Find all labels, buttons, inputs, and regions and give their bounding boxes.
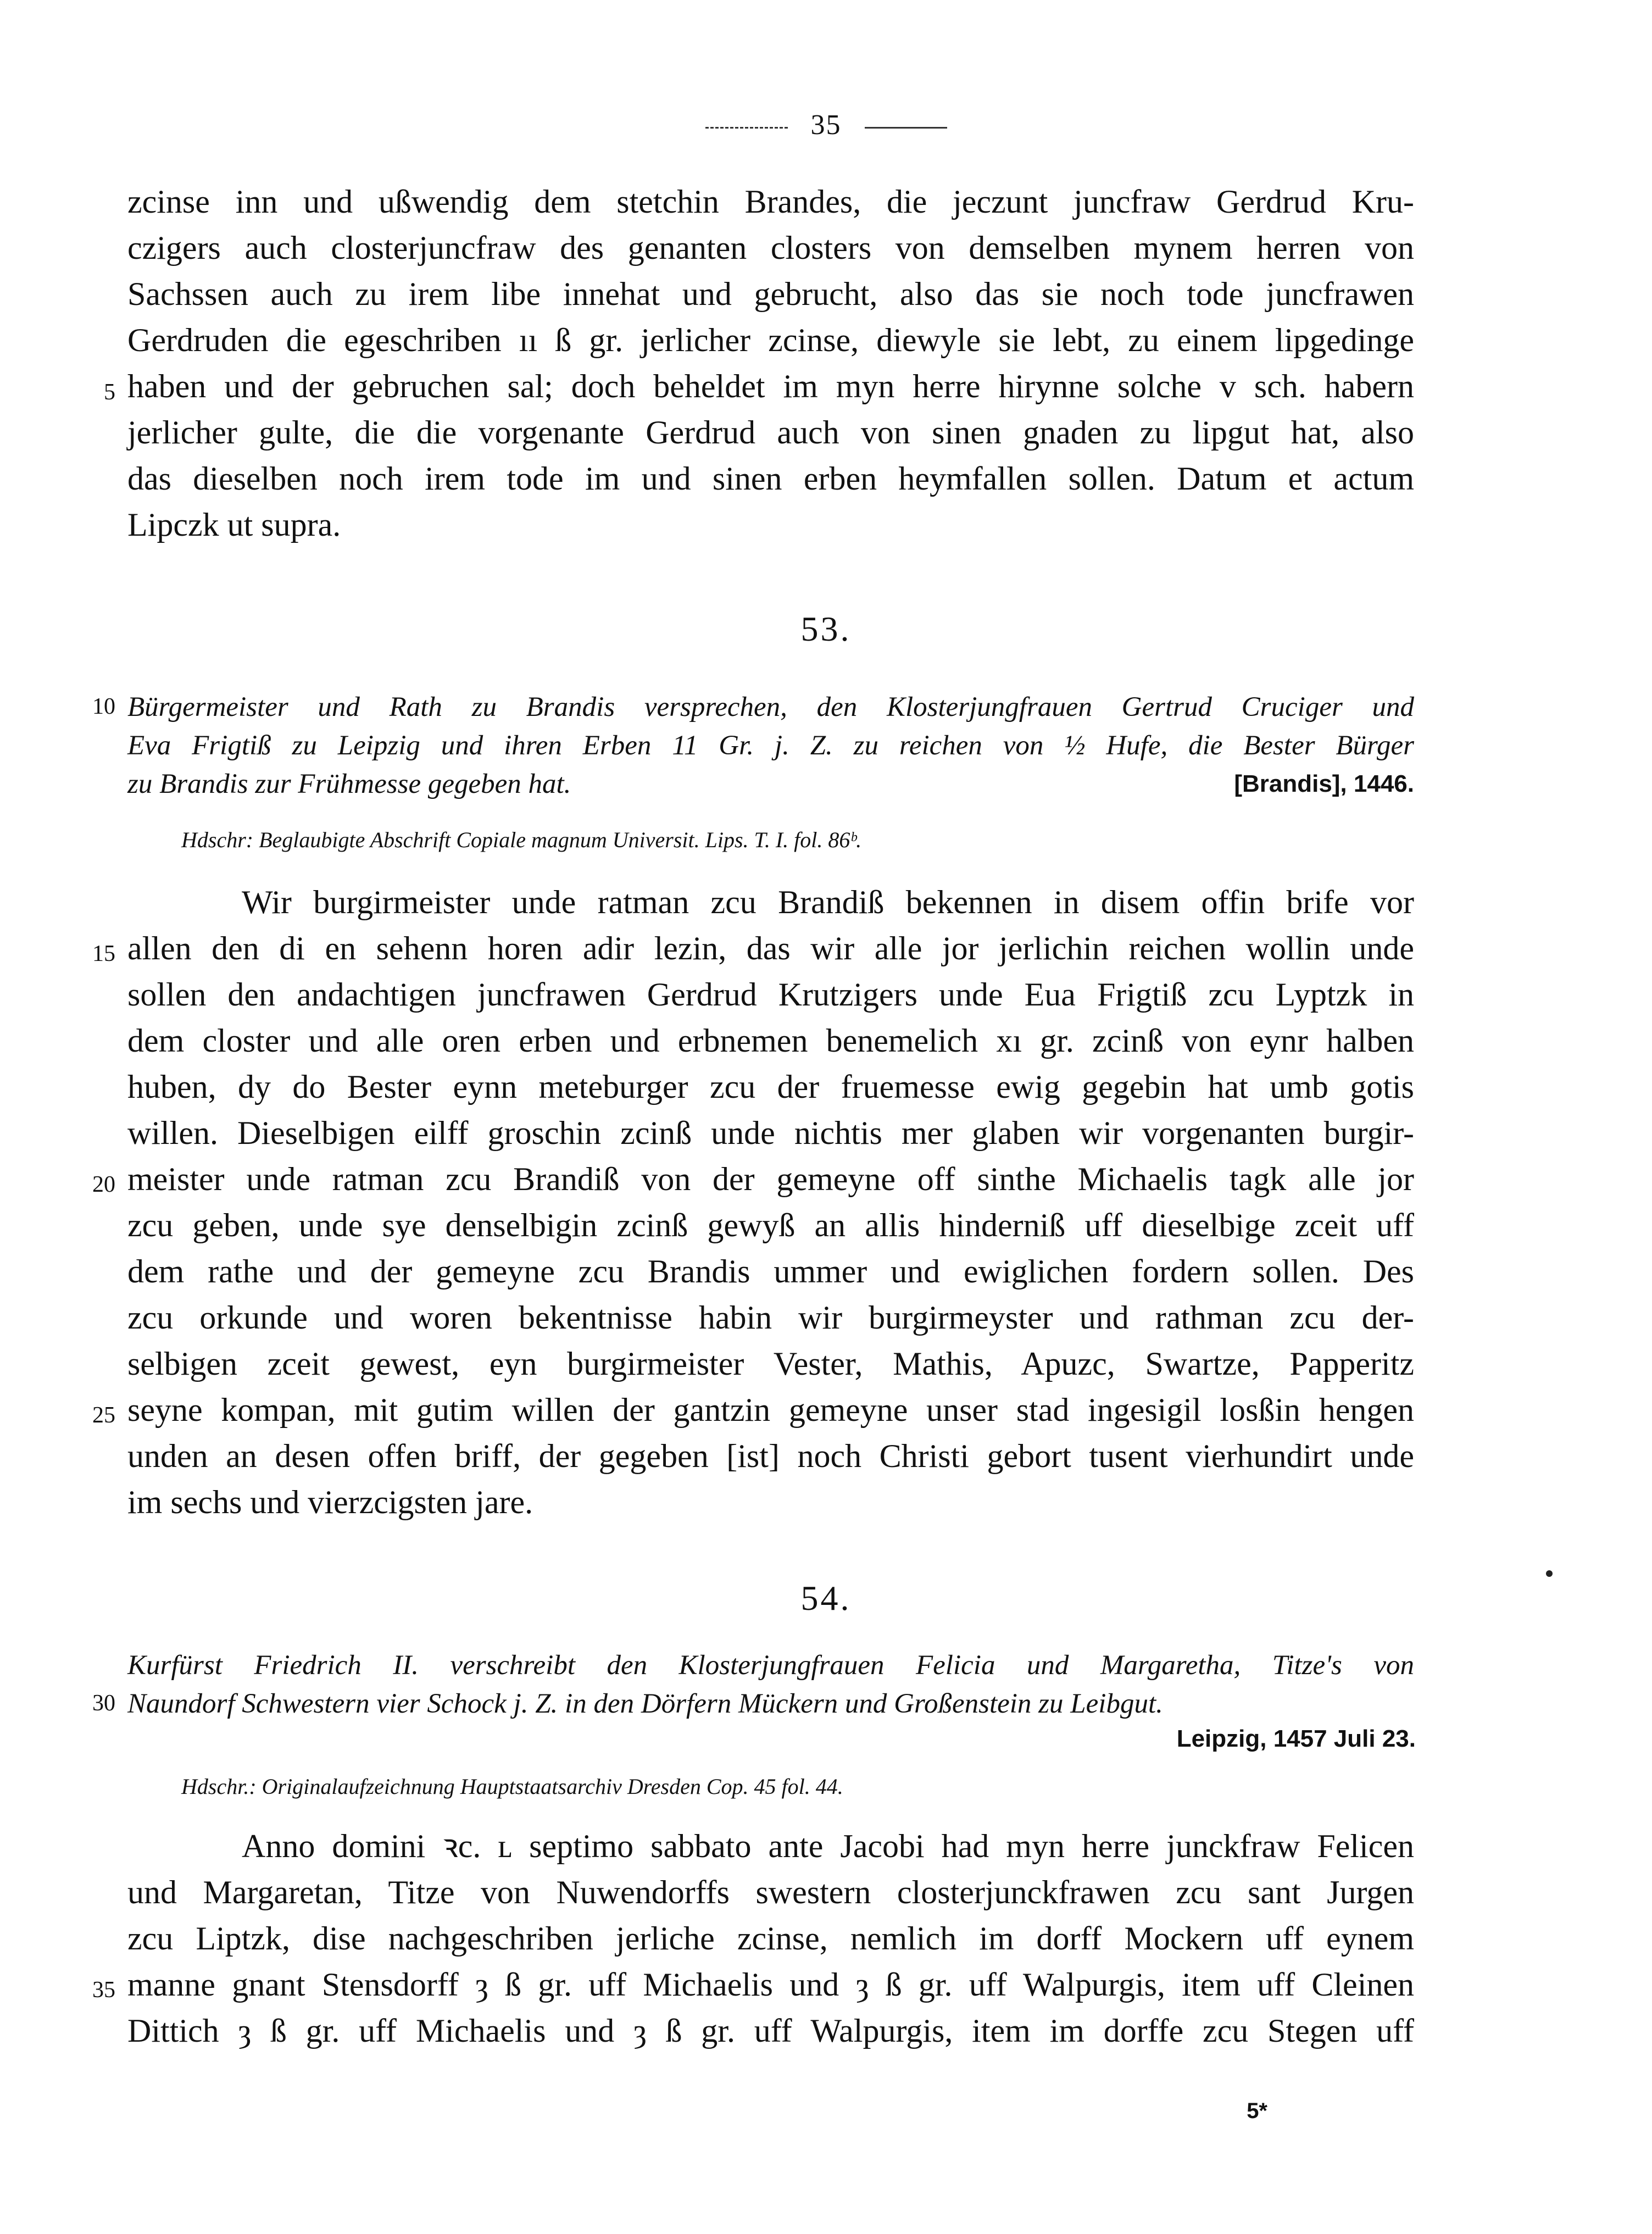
- document-number-54: 54.: [800, 1579, 852, 1618]
- text-line: huben, dy do Bester eynn meteburger zcu der fruemesse ewig gegebin hat umb gotis: [127, 1069, 1414, 1105]
- text-line: zcu Liptzk, dise nachgeschriben jerliche zcinse, nemlich im dorff Mockern uff eynem: [127, 1920, 1414, 1957]
- regest-line: [127, 765, 1414, 803]
- signature-mark: 5*: [1247, 2099, 1267, 2123]
- regest-line: Naundorf Schwestern vier Schock j. Z. in den Dörfern Mückern und Großenstein zu Leibgut.: [127, 1688, 1163, 1719]
- text-line: Wir burgirmeister unde ratman zcu Brandiß bekennen in disem offin brife vor: [242, 884, 1414, 920]
- text-line: das dieselben noch irem tode im und sinen erben heymfallen sollen. Datum et actum: [127, 460, 1414, 497]
- text-line: Dittich ȝ ß gr. uff Michaelis und ȝ ß gr. uff Walpurgis, item im dorffe zcu Stegen uff: [127, 2013, 1414, 2049]
- document-date: Leipzig, 1457 Juli 23.: [1176, 1725, 1416, 1752]
- text-line: czigers auch closterjuncfraw des genanten closters von demselben mynem herren von: [127, 230, 1414, 266]
- document-date: [Brandis], 1446.: [1234, 770, 1414, 797]
- regest-line: Bürgermeister und Rath zu Brandis versprechen, den Klosterjungfrauen Gertrud Cruciger und: [127, 692, 1414, 723]
- header-rule-right: [865, 127, 947, 129]
- text-line: allen den di en sehenn horen adir lezin, das wir alle jor jerlichin reichen wollin unde: [127, 930, 1414, 966]
- line-number: 35: [92, 1977, 115, 2003]
- text-line: Sachssen auch zu irem libe innehat und gebrucht, also das sie noch tode juncfrawen: [127, 276, 1414, 312]
- text-line: zcu orkunde und woren bekentnisse habin wir burgirmeyster und rathman zcu der-: [127, 1299, 1414, 1336]
- regest-line: Kurfürst Friedrich II. verschreibt den Klosterjungfrauen Felicia und Margaretha, Titze's von: [127, 1650, 1414, 1681]
- text-line: dem rathe und der gemeyne zcu Brandis ummer und ewiglichen fordern sollen. Des: [127, 1253, 1414, 1290]
- text-line: willen. Dieselbigen eilff groschin zcinß unde nichtis mer glaben wir vorgenanten burgir-: [127, 1115, 1414, 1151]
- line-number: 25: [92, 1403, 115, 1428]
- text-line: manne gnant Stensdorff ȝ ß gr. uff Michaelis und ȝ ß gr. uff Walpurgis, item uff Cleinen: [127, 1966, 1414, 2003]
- text-line: sollen den andachtigen juncfrawen Gerdrud Krutzigers unde Eua Frigtiß zcu Lyptzk in: [127, 976, 1414, 1013]
- text-line: unden an desen offen briff, der gegeben [ist] noch Christi gebort tusent vierhundirt unde: [127, 1438, 1414, 1474]
- header-rule-left: [705, 127, 788, 129]
- document-number-53: 53.: [800, 609, 852, 648]
- line-number: 30: [92, 1691, 115, 1716]
- text-line: Lipczk ut supra.: [127, 507, 341, 543]
- line-number: 10: [92, 694, 115, 719]
- line-number: 15: [92, 941, 115, 966]
- text-line: seyne kompan, mit gutim willen der gantzin gemeyne unser stad ingesigil losßin hengen: [127, 1392, 1414, 1428]
- line-number: 20: [92, 1172, 115, 1197]
- regest-line: Eva Frigtiß zu Leipzig und ihren Erben 11 Gr. j. Z. zu reichen von ½ Hufe, die Bester Bürger: [127, 730, 1414, 761]
- text-line: meister unde ratman zcu Brandiß von der gemeyne off sinthe Michaelis tagk alle jor: [127, 1161, 1414, 1197]
- text-line: zcu geben, unde sye denselbigin zcinß gewyß an allis hinderniß uff dieselbige zceit uff: [127, 1207, 1414, 1243]
- page-header: [0, 109, 1652, 141]
- text-line: zcinse inn und ußwendig dem stetchin Brandes, die jeczunt juncfraw Gerdrud Kru-: [127, 184, 1414, 220]
- text-line: selbigen zceit gewest, eyn burgirmeister Vester, Mathis, Apuzc, Swartze, Papperitz: [127, 1346, 1414, 1382]
- text-line: haben und der gebruchen sal; doch beheldet im myn herre hirynne solche v sch. habern: [127, 368, 1414, 404]
- text-line: dem closter und alle oren erben und erbnemen benemelich xı gr. zcinß von eynr halben: [127, 1022, 1414, 1059]
- source-note: Hdschr: Beglaubigte Abschrift Copiale magnum Universit. Lips. T. I. fol. 86ᵇ.: [181, 827, 862, 852]
- scan-speck: [1546, 1570, 1553, 1577]
- text-line: jerlicher gulte, die die vorgenante Gerdrud auch von sinen gnaden zu lipgut hat, also: [127, 414, 1414, 451]
- text-line: Anno domini ꝛc. ʟ septimo sabbato ante Jacobi had myn herre junckfraw Felicen: [242, 1828, 1414, 1864]
- regest-line-text: zu Brandis zur Frühmesse gegeben hat.: [127, 769, 571, 799]
- text-line: im sechs und vierzcigsten jare.: [127, 1484, 533, 1520]
- source-note: Hdschr.: Originalaufzeichnung Hauptstaatsarchiv Dresden Cop. 45 fol. 44.: [181, 1774, 843, 1799]
- page-number: 35: [810, 109, 842, 141]
- text-line: und Margaretan, Titze von Nuwendorffs swestern closterjunckfrawen zcu sant Jurgen: [127, 1874, 1414, 1910]
- line-number: 5: [104, 380, 115, 405]
- text-line: Gerdruden die egeschriben ıı ß gr. jerlicher zcinse, diewyle sie lebt, zu einem lipgedinge: [127, 322, 1414, 358]
